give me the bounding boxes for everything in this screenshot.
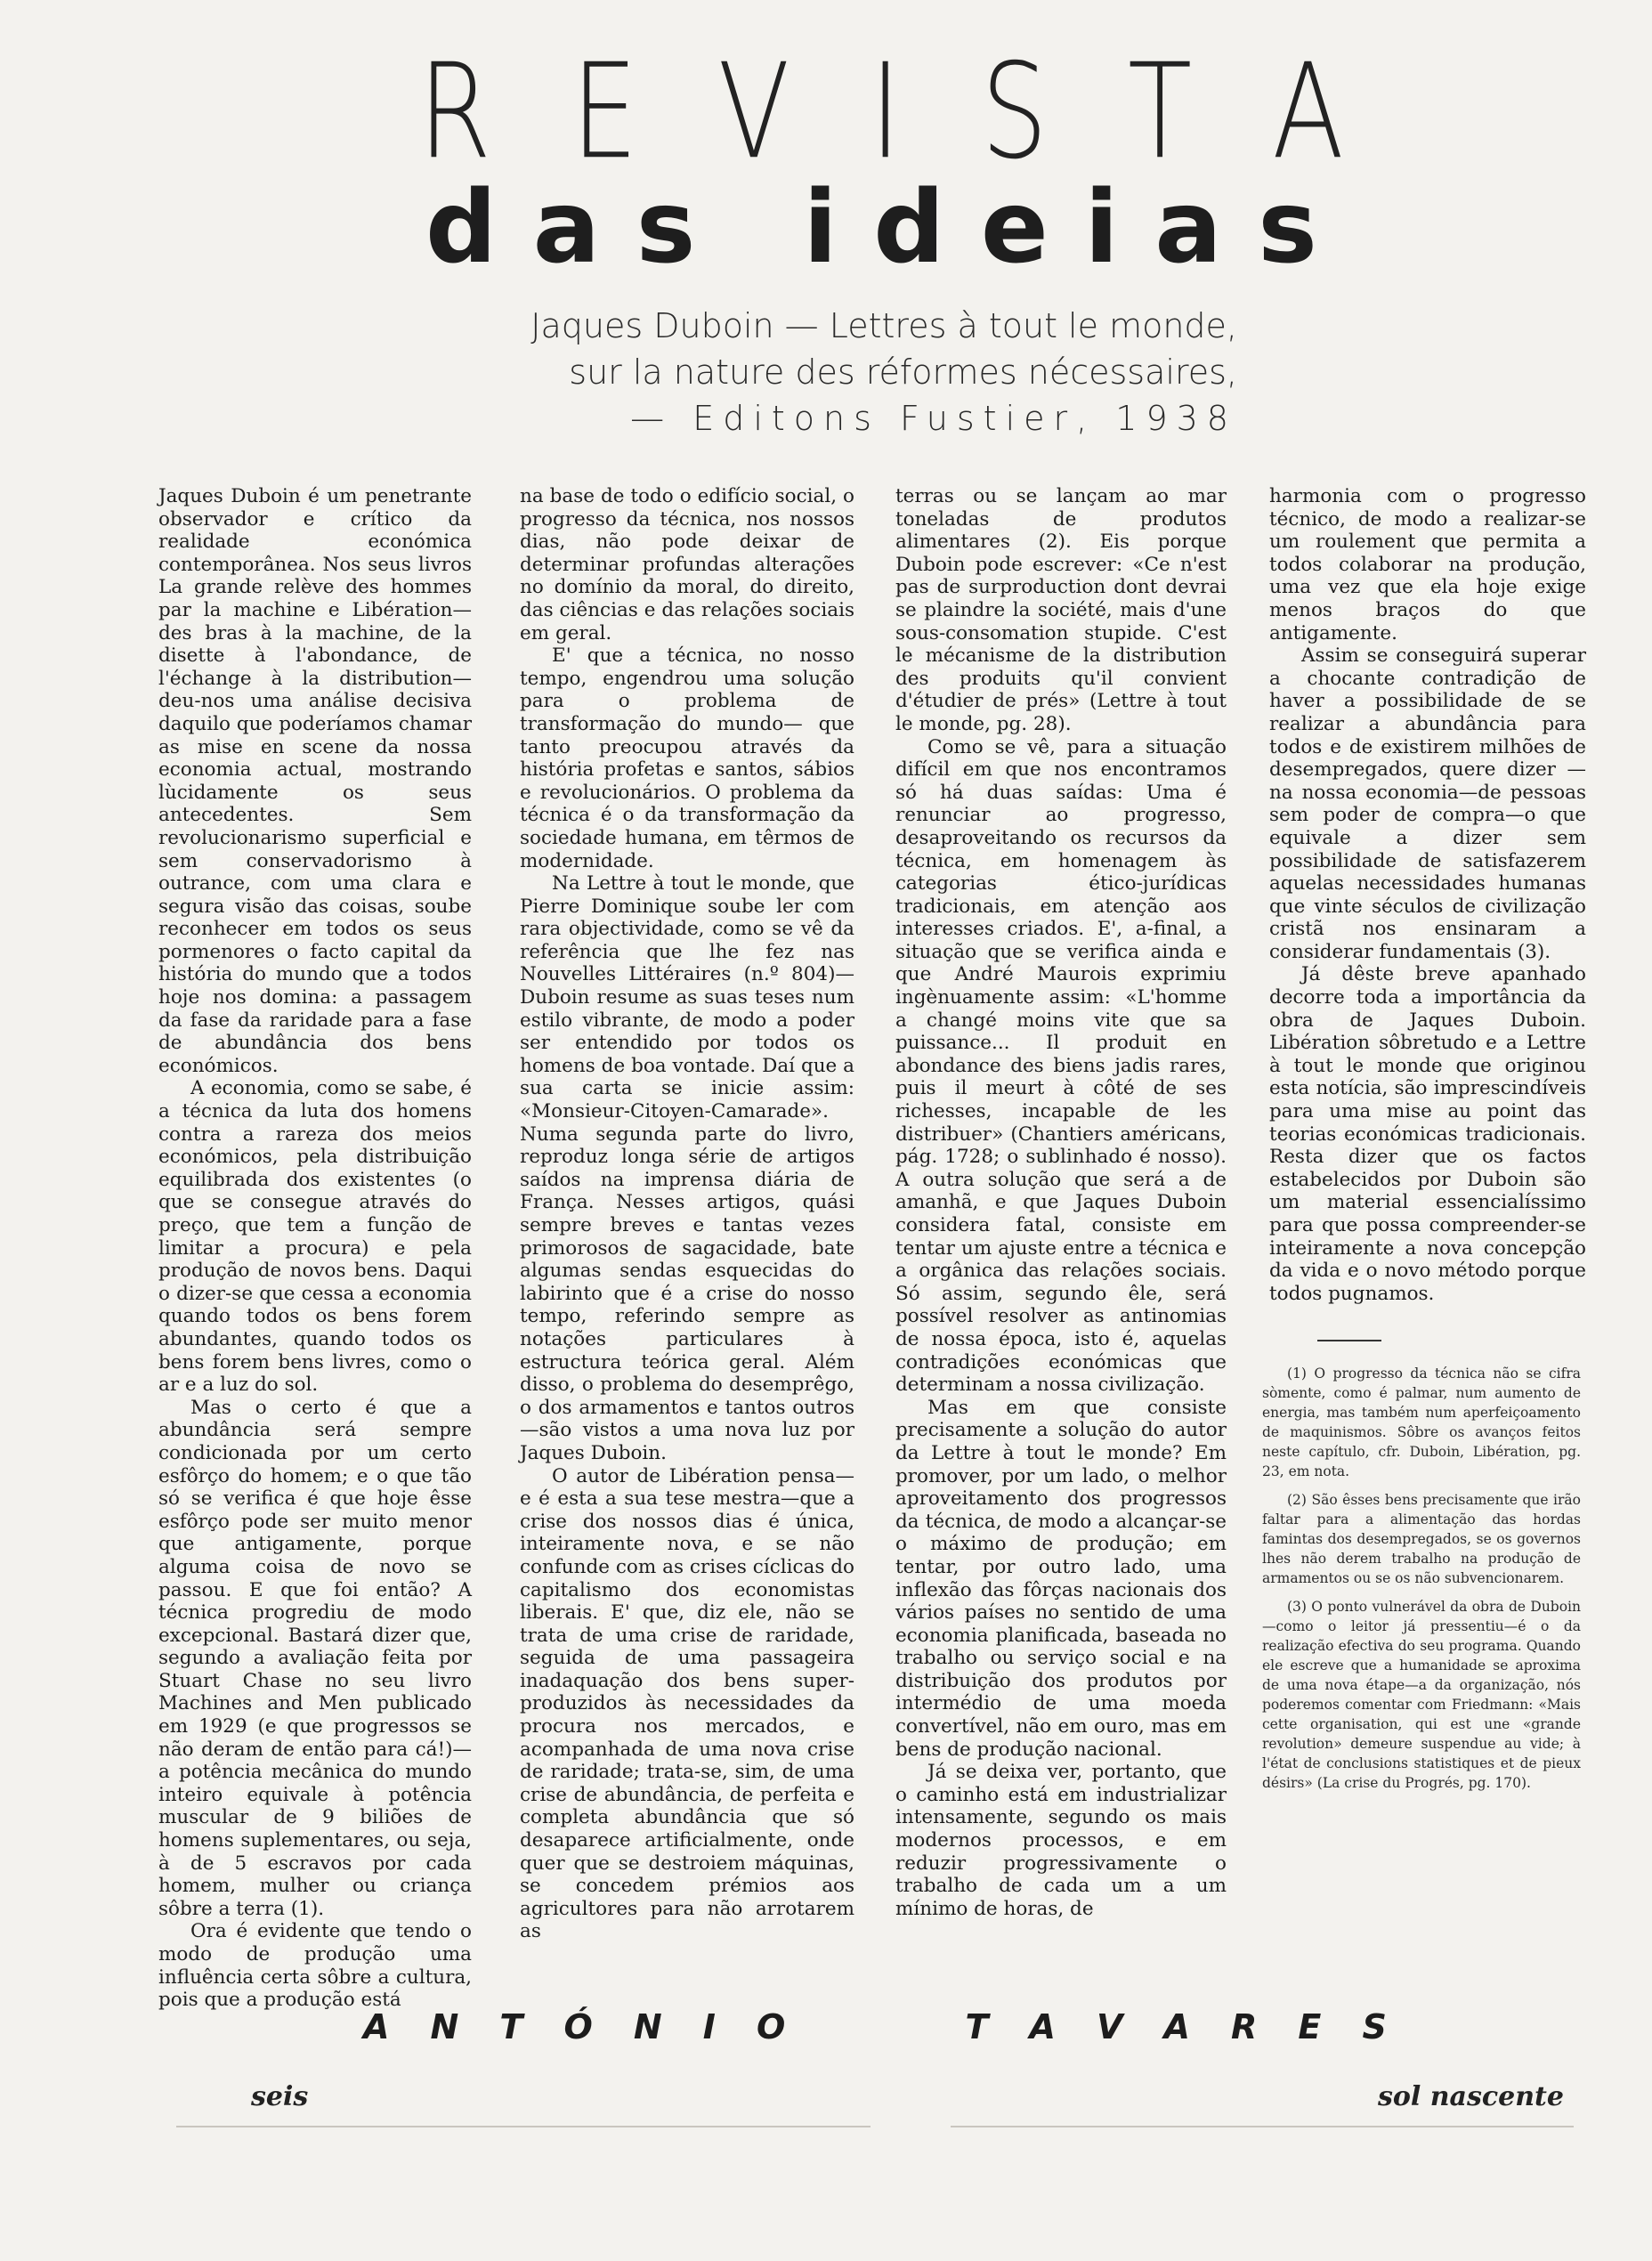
masthead-letter: S <box>981 34 1049 189</box>
masthead-letter: A <box>1272 34 1344 189</box>
footer-rule <box>951 2126 1574 2127</box>
author-letter: A <box>363 2007 390 2046</box>
book-reference-line: — Editons Fustier, 1938 <box>630 399 1237 438</box>
author-letter: A <box>1163 2007 1190 2046</box>
masthead-letter: a <box>1154 170 1222 286</box>
author-letter: E <box>1298 2007 1322 2046</box>
masthead-letter: s <box>1258 170 1317 286</box>
page-number-text: seis <box>251 2081 309 2112</box>
author-letter: T <box>499 2007 523 2046</box>
author-letter: T <box>965 2007 989 2046</box>
masthead-letter: d <box>425 170 498 286</box>
masthead-letter: e <box>980 170 1049 286</box>
book-reference <box>525 303 1237 442</box>
masthead-letter: d <box>873 170 945 286</box>
author-letter: S <box>1362 2007 1387 2046</box>
paragraph: Assim se conseguirá superar a chocante contradição de haver a possibilidade de se realizar a abundância para todos e de existirem milhões de desempregados, quere dizer —na nossa economia—de pessoas sem poder de compra—o que equivale a dizer sem possibilidade de satisfazerem aquelas necessidades humanas que vinte séculos de civilização cristã nos ensinaram a considerar fundamentais (3). <box>1269 644 1586 963</box>
magazine-name: sol nascente <box>1378 2081 1564 2112</box>
masthead-letter: V <box>717 34 790 189</box>
author-byline <box>363 2007 1387 2046</box>
paragraph: Mas o certo é que a abundância será sempre condicionada por um certo esfôrço do homem; e o que tão só se verifica é que hoje êsse esfôrço pode ser muito menor que antigamente, porque alguma coisa de novo se passou. E que foi então? A técnica progrediu de modo excepcional. Bastará dizer que, segundo a avaliação feita por Stuart Chase no seu livro Machines and Men publicado em 1929 (e que progressos se não deram de então para cá!)—a potência mecânica do mundo inteiro equivale à potência muscular de 9 biliões de homens suplementares, ou seja, à de 5 escravos por cada homem, mulher ou criança sôbre a terra (1). <box>158 1396 472 1920</box>
masthead-letter: a <box>532 170 601 286</box>
author-letter: N <box>633 2007 662 2046</box>
paragraph: Na Lettre à tout le monde, que Pierre Dominique soube ler com rara objectividade, como se vê da referência que lhe fez nas Nouvelles Littéraires (n.º 804)—Duboin resume as suas teses num estilo vibrante, de modo a poder ser entendido por todos os homens de boa vontade. Daí que a sua carta se inicie assim: «Monsieur-Citoyen-Camarade». Numa segunda parte do livro, reproduz longa série de artigos saídos na imprensa diária de França. Nesses artigos, quási sempre breves e tantas vezes primorosos de sagacidade, bate algumas sendas esquecidas do labirinto que é a crise do nosso tempo, referindo sempre as notações particulares à estructura teórica geral. Além disso, o problema do desemprêgo, o dos armamentos e tantos outros —são vistos a uma nova luz por Jaques Duboin. <box>520 872 854 1464</box>
paragraph: O autor de Libération pensa—e é esta a sua tese mestra—que a crise dos nossos dias é única, inteiramente nova, e se não confunde com as crises cíclicas do capitalismo dos economistas liberais. E' que, diz ele, não se trata de uma crise de raridade, seguida de uma passageira inadaquação dos bens super-produzidos às necessidades da procura nos mercados, e acompanhada de uma nova crise de raridade; trata-se, sim, de uma crise de abundância, de perfeita e completa abundância que só desaparece artificialmente, onde quer que se destroiem máquinas, se concedem prémios aos agricultores para não arrotarem as <box>520 1464 854 1943</box>
article-column-2 <box>520 485 854 1943</box>
book-reference-line: Jaques Duboin — Lettres à tout le monde, <box>530 306 1237 345</box>
paragraph: Mas em que consiste precisamente a solução do autor da Lettre à tout le monde? Em promover, por um lado, o melhor aproveitamento dos progressos da técnica, de modo a alcançar-se o máximo de produção; em tentar, por outro lado, uma inflexão das fôrças nacionais dos vários países no sentido de uma economia planificada, baseada no trabalho ou serviço social e na distribuição dos produtos por intermédio de uma moeda convertível, não em ouro, mas em bens de produção nacional. <box>895 1396 1227 1761</box>
masthead-letter: T <box>1128 34 1193 189</box>
paragraph: Jaques Duboin é um penetrante observador e crítico da realidade económica contemporânea. Nos seus livros La grande relève des hommes par la machine e Libération— des bras à la machine, de la disette à l'abondance, de l'échange à la distribution—deu-nos uma análise decisiva daquilo que poderíamos chamar as mise en scene da nossa economia actual, mostrando lùcidamente os seus antecedentes. Sem revolucionarismo superficial e sem conservadorismo à outrance, com uma clara e segura visão das coisas, soube reconhecer em todos os seus pormenores o facto capital da história do mundo que a todos hoje nos domina: a passagem da fase da raridade para a fase de abundância dos bens económicos. <box>158 485 472 1077</box>
paragraph: A economia, como se sabe, é a técnica da luta dos homens contra a rareza dos meios económicos, pela distribuição equilibrada dos existentes (o que se consegue através do preço, que tem a função de limitar a procura) e pela produção de novos bens. Daqui o dizer-se que cessa a economia quando todos os bens forem abundantes, quando todos os bens forem bens livres, como o ar e a luz do sol. <box>158 1077 472 1397</box>
footnote: (3) O ponto vulnerável da obra de Duboin—como o leitor já pressentiu—é o da realização efectiva do seu programa. Quando ele escreve que a humanidade se aproxima de uma nova étape—a da organização, nós poderemos comentar com Friedmann: «Mais cette organisation, qui est une «grande revolution» demeure suspendue au vide; à l'état de conclusions statistiques et de pieux désirs» (La crise du Progrés, pg. 170). <box>1262 1599 1581 1791</box>
masthead-revista <box>418 34 1344 189</box>
author-letter: R <box>1231 2007 1258 2046</box>
author-letter: N <box>430 2007 459 2046</box>
footnote-divider <box>1317 1340 1381 1341</box>
masthead-letter: i <box>803 170 838 286</box>
footnote: (2) São êsses bens precisamente que irão faltar para a alimentação das hordas famintas dos desempregados, se os governos lhes não derem trabalho na produção de armamentos ou se os não subvencionarem. <box>1262 1492 1581 1586</box>
masthead-letter: I <box>870 34 902 189</box>
masthead-letter: R <box>418 34 491 189</box>
word-gap <box>826 2007 924 2046</box>
footnote: (1) O progresso da técnica não se cifra sòmente, como é palmar, num aumento de energia, mas também num aperfeiçoamento de maquinismos. Sôbre os avanços feitos neste capítulo, cfr. Duboin, Libération, pg. 23, em nota. <box>1262 1366 1581 1479</box>
article-column-4 <box>1269 485 1586 1305</box>
article-column-3 <box>895 485 1227 1920</box>
author-letter: V <box>1097 2007 1123 2046</box>
paragraph: Como se vê, para a situação difícil em que nos encontramos só há duas saídas: Uma é renunciar ao progresso, desaproveitando os recursos da técnica, em homenagem às categorias ético-jurídicas tradicionais, em atenção aos interesses criados. E', a-final, a situação que se verifica ainda e que André Maurois exprimiu ingènuamente assim: «L'homme a changé moins vite que sa puissance... Il produit en abondance des biens jadis rares, puis il meurt à côté de ses richesses, incapable de les distribuer» (Chantiers américans, pág. 1728; o sublinhado é nosso). A outra solução que será a de amanhã, e que Jaques Duboin considera fatal, consiste em tentar um ajuste entre a técnica e a orgânica das relações sociais. Só assim, segundo êle, será possível resolver as antinomias de nossa época, isto é, aquelas contradições económicas que determinam a nossa civilização. <box>895 735 1227 1397</box>
author-letter: O <box>756 2007 786 2046</box>
footnotes <box>1262 1364 1581 1802</box>
article-column-1 <box>158 485 472 2012</box>
author-letter: A <box>1029 2007 1056 2046</box>
masthead-letter: i <box>1084 170 1119 286</box>
paragraph: na base de todo o edifício social, o progresso da técnica, nos nossos dias, não pode deixar de determinar profundas alterações no domínio da moral, do direito, das ciências e das relações sociais em geral. <box>520 485 854 644</box>
masthead-das-ideias <box>425 170 1317 286</box>
footer-rule <box>176 2126 871 2127</box>
masthead-letter: E <box>571 34 638 189</box>
word-gap <box>732 174 767 281</box>
paragraph: terras ou se lançam ao mar toneladas de produtos alimentares (2). Eis porque Duboin pode escrever: «Ce n'est pas de surproduction dont devrai se plaindre la société, mais d'une sous-consomation stupide. C'est le mécanisme de la distribution des produits qu'il convient d'étudier de prés» (Lettre à tout le monde, pg. 28). <box>895 485 1227 735</box>
author-letter: I <box>702 2007 716 2046</box>
paragraph: E' que a técnica, no nosso tempo, engendrou uma solução para o problema de transformação do mundo— que tanto preocupou através da história profetas e santos, sábios e revolucionários. O problema da técnica é o da transformação da sociedade humana, em têrmos de modernidade. <box>520 644 854 872</box>
author-letter: Ó <box>563 2007 593 2046</box>
paragraph: Ora é evidente que tendo o modo de produção uma influência certa sôbre a cultura, pois que a produção está <box>158 1920 472 2012</box>
paragraph: harmonia com o progresso técnico, de modo a realizar-se um roulement que permita a todos colaborar na produção, uma vez que ela hoje exige menos braços do que antigamente. <box>1269 485 1586 644</box>
paragraph: Já dêste breve apanhado decorre toda a importância da obra de Jaques Duboin. Libération sôbretudo e a Lettre à tout le monde que originou esta notícia, são imprescindíveis para uma mise au point das teorias económicas tradicionais. Resta dizer que os factos estabelecidos por Duboin são um material essencialíssimo para que possa compreender-se inteiramente a nova concepção da vida e o novo método porque todos pugnamos. <box>1269 963 1586 1305</box>
paragraph: Já se deixa ver, portanto, que o caminho está em industrializar intensamente, segundo os mais modernos processos, e em reduzir progressivamente o trabalho de cada um a um mínimo de horas, de <box>895 1761 1227 1920</box>
book-reference-line: sur la nature des réformes nécessaires, <box>569 353 1237 392</box>
masthead-letter: s <box>636 170 696 286</box>
